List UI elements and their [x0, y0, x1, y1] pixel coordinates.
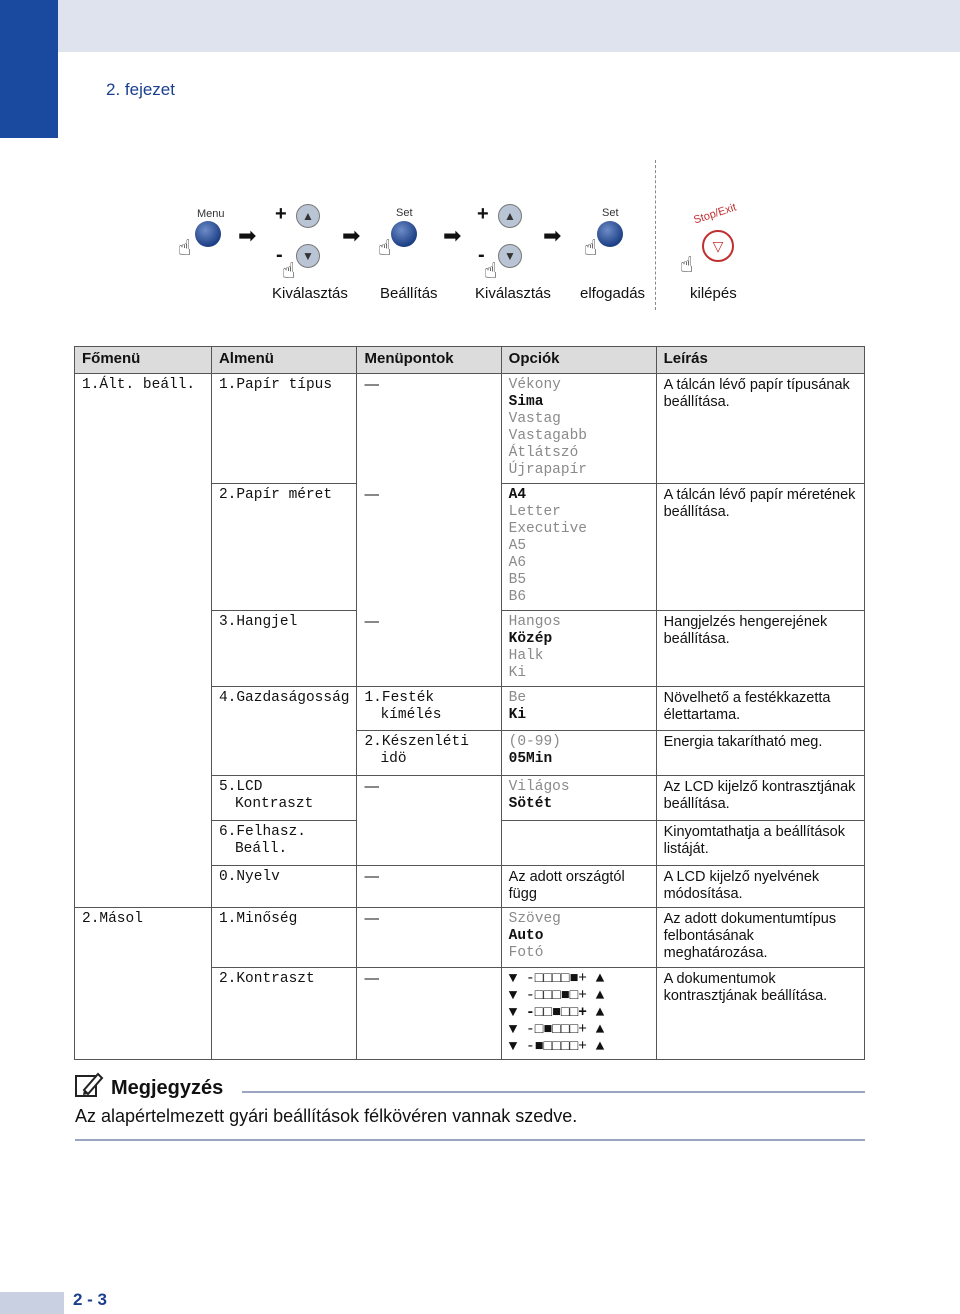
menu-key-label: Menu	[197, 208, 225, 220]
options-cell	[501, 908, 656, 968]
hand-pointer-icon: ☝	[484, 258, 498, 283]
note-title: Megjegyzés	[111, 1077, 224, 1099]
option: Ki	[508, 665, 527, 681]
menu-item-cell	[357, 687, 501, 731]
divider	[75, 1139, 865, 1141]
description-cell: Az LCD kijelző kontrasztjának beállítása.	[656, 776, 864, 821]
options-cell	[501, 776, 656, 821]
table-row	[75, 484, 865, 611]
submenu-cell: 0.Nyelv	[211, 866, 357, 908]
option: Átlátszó	[508, 445, 579, 461]
options-cell	[501, 968, 656, 1060]
caption-accept: elfogadás	[580, 285, 646, 302]
submenu-cell: 3.Hangjel	[211, 611, 357, 687]
option: Halk	[508, 648, 544, 664]
options-cell	[501, 731, 656, 776]
submenu-cell: 2.Papír méret	[211, 484, 357, 611]
arrow-right-icon: ➡	[342, 223, 361, 248]
option: Fotó	[508, 945, 544, 961]
option-default: Sötét	[508, 796, 553, 812]
option: Vékony	[508, 377, 561, 393]
minus-sign: -	[478, 244, 485, 266]
dash-cell: —	[357, 611, 501, 687]
submenu-line: 5.LCD	[218, 779, 263, 795]
options-cell	[501, 484, 656, 611]
option: Executive	[508, 521, 587, 537]
option: Hangos	[508, 614, 561, 630]
table-row	[75, 968, 865, 1060]
menu-table	[74, 346, 865, 1060]
set-key-label: Set	[602, 207, 619, 219]
menu-item-line: kímélés	[380, 707, 442, 723]
submenu-cell: 1.Papír típus	[211, 374, 357, 484]
contrast-scale: ▼ -■□□□□+ ▲	[508, 1039, 605, 1055]
table-row	[75, 866, 865, 908]
table-row	[75, 731, 865, 776]
option: Szöveg	[508, 911, 561, 927]
options-cell	[501, 611, 656, 687]
divider	[242, 1091, 865, 1093]
contrast-scale: ▼ -□□□□■+ ▲	[508, 971, 605, 987]
dash-cell: —	[357, 374, 501, 484]
stop-exit-label: Stop/Exit	[692, 201, 738, 227]
up-arrow-key-icon: ▲	[296, 204, 320, 228]
option: B5	[508, 572, 527, 588]
table-row	[75, 776, 865, 821]
option-default: A4	[508, 487, 527, 503]
table-row	[75, 611, 865, 687]
options-cell: Az adott országtól függ	[501, 866, 656, 908]
hand-pointer-icon: ☝	[584, 235, 598, 260]
description-cell: Hangjelzés hengerejének beállítása.	[656, 611, 864, 687]
table-header-row	[75, 347, 865, 374]
options-cell	[501, 374, 656, 484]
dash-cell: —	[357, 776, 501, 821]
option: Világos	[508, 779, 570, 795]
set-button	[597, 221, 623, 247]
menu-item-cell	[357, 731, 501, 776]
set-key-label: Set	[396, 207, 413, 219]
footer-band	[0, 1292, 64, 1314]
table-row	[75, 687, 865, 731]
option: Újrapapír	[508, 462, 587, 478]
submenu-cell: 4.Gazdaságosság	[211, 687, 357, 731]
submenu-cell	[211, 821, 357, 866]
option-default: Közép	[508, 631, 553, 647]
header-band	[58, 0, 960, 52]
main-menu-cell: 2.Másol	[75, 908, 212, 968]
note-text: Az alapértelmezett gyári beállítások félkövéren vannak szedve.	[75, 1106, 578, 1126]
stop-exit-button-icon: ▽	[702, 230, 734, 262]
arrow-right-icon: ➡	[238, 223, 257, 248]
description-cell: A LCD kijelző nyelvének módosítása.	[656, 866, 864, 908]
dash-cell: —	[357, 866, 501, 908]
description-cell: Kinyomtathatja a beállítások listáját.	[656, 821, 864, 866]
description-cell: Az adott dokumentumtípus felbontásának meghatározása.	[656, 908, 864, 968]
submenu-line: 6.Felhasz.	[218, 824, 306, 840]
col-header-sub: Almenü	[211, 347, 357, 374]
hand-pointer-icon: ☝	[282, 258, 296, 283]
submenu-line: Kontraszt	[234, 796, 314, 812]
chapter-title: 2. fejezet	[106, 80, 175, 99]
col-header-options: Opciók	[501, 347, 656, 374]
table-row	[75, 374, 865, 484]
arrow-right-icon: ➡	[543, 223, 562, 248]
menu-button	[195, 221, 221, 247]
menu-item-line: idö	[380, 751, 407, 767]
contrast-scale: ▼ -□■□□□+ ▲	[508, 1022, 605, 1038]
down-arrow-key-icon: ▼	[296, 244, 320, 268]
plus-sign: +	[275, 203, 287, 225]
col-header-main: Főmenü	[75, 347, 212, 374]
dash-cell: —	[357, 908, 501, 968]
plus-sign: +	[477, 203, 489, 225]
option: A6	[508, 555, 527, 571]
caption-exit: kilépés	[690, 285, 737, 302]
menu-item-line: 1.Festék	[364, 690, 435, 706]
table-row	[75, 908, 865, 968]
contrast-scale: ▼ -□□□■□+ ▲	[508, 988, 605, 1004]
divider	[655, 160, 656, 310]
set-button	[391, 221, 417, 247]
options-cell	[501, 687, 656, 731]
caption-set: Beállítás	[380, 285, 438, 302]
contrast-scale-default: ▼ -□□■□□+ ▲	[508, 1005, 605, 1021]
description-cell: Energia takarítható meg.	[656, 731, 864, 776]
caption-select: Kiválasztás	[272, 285, 348, 302]
caption-select: Kiválasztás	[475, 285, 551, 302]
hand-pointer-icon: ☝	[178, 235, 192, 260]
description-cell: A tálcán lévő papír típusának beállítása.	[656, 374, 864, 484]
up-arrow-key-icon: ▲	[498, 204, 522, 228]
submenu-line: Beáll.	[234, 841, 288, 857]
col-header-items: Menüpontok	[357, 347, 501, 374]
option-default: 05Min	[508, 751, 553, 767]
hand-pointer-icon: ☝	[680, 252, 694, 277]
option: Letter	[508, 504, 561, 520]
table-row	[75, 821, 865, 866]
dash-cell: —	[357, 484, 501, 611]
page-number: 2 - 3	[73, 1290, 108, 1309]
description-cell: A tálcán lévő papír méretének beállítása.	[656, 484, 864, 611]
main-menu-cell: 1.Ált. beáll.	[75, 374, 212, 484]
down-arrow-key-icon: ▼	[498, 244, 522, 268]
submenu-cell: 2.Kontraszt	[211, 968, 357, 1060]
option: B6	[508, 589, 527, 605]
dash-cell: —	[357, 968, 501, 1060]
option: Vastag	[508, 411, 561, 427]
option-default: Sima	[508, 394, 544, 410]
description-cell: A dokumentumok kontrasztjának beállítása.	[656, 968, 864, 1060]
description-cell: Növelhető a festékkazetta élettartama.	[656, 687, 864, 731]
submenu-cell: 1.Minőség	[211, 908, 357, 968]
option: A5	[508, 538, 527, 554]
col-header-desc: Leírás	[656, 347, 864, 374]
note-pencil-icon	[74, 1070, 104, 1100]
option: Be	[508, 690, 527, 706]
submenu-cell	[211, 776, 357, 821]
minus-sign: -	[276, 244, 283, 266]
arrow-right-icon: ➡	[443, 223, 462, 248]
option: (0-99)	[508, 734, 561, 750]
header-accent-block	[0, 0, 58, 138]
option-default: Ki	[508, 707, 527, 723]
menu-item-line: 2.Készenléti	[364, 734, 469, 750]
option-default: Auto	[508, 928, 544, 944]
hand-pointer-icon: ☝	[378, 235, 392, 260]
option: Vastagabb	[508, 428, 587, 444]
